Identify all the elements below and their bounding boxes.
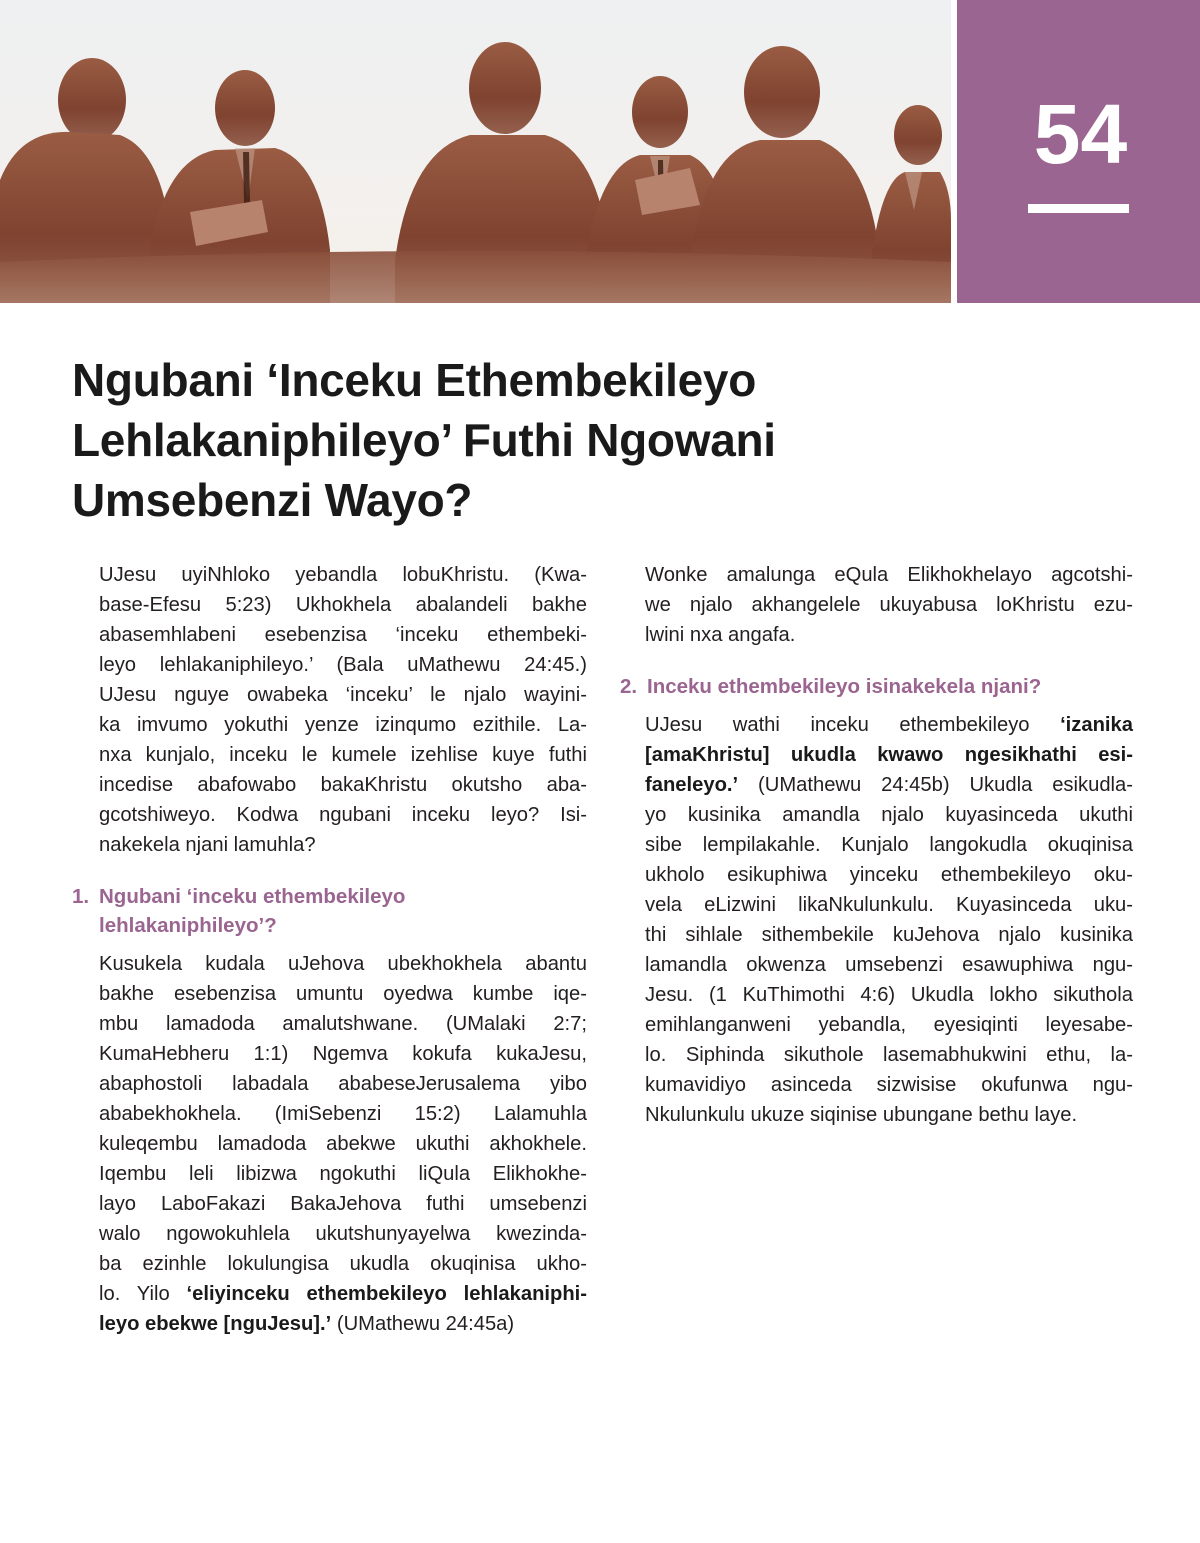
lesson-number-underline bbox=[1028, 204, 1129, 213]
text-line: emihlanganweni yebandla, eyesiqinti leyesabe- bbox=[645, 1014, 1133, 1036]
text-line: Iqembu leli libizwa ngokuthi liQula Elikhokhe- bbox=[99, 1163, 587, 1185]
text-run: (UMathewu 24:45b) Ukudla esikudla- bbox=[738, 774, 1133, 796]
section-number: 1. bbox=[72, 885, 90, 908]
text-line: kuleqembu lamadoda abekwe ukuthi akhokhele. bbox=[99, 1133, 587, 1155]
text-line: Wonke amalunga eQula Elikhokhelayo agcotshi- bbox=[645, 564, 1133, 586]
text-line bbox=[645, 710, 1133, 740]
text-line: yo kusinika amandla njalo kuyasinceda ukuthi bbox=[645, 804, 1133, 826]
bold-quote: [amaKhristu] ukudla kwawo ngesikhathi esi- bbox=[645, 744, 1133, 766]
text-line: ababekhokhela. (ImiSebenzi 15:2) Lalamuhla bbox=[99, 1103, 587, 1125]
text-line bbox=[99, 1279, 587, 1309]
text-line: kumavidiyo asinceda sizwisise okufunwa ngu- bbox=[645, 1074, 1133, 1096]
text-run: lo. Yilo bbox=[99, 1283, 187, 1305]
header-banner-image bbox=[0, 0, 951, 303]
text-line: bakhe esebenzisa umuntu oyedwa kumbe iqe- bbox=[99, 983, 587, 1005]
bold-quote: faneleyo.’ bbox=[645, 774, 739, 796]
section-1-paragraph-continued bbox=[620, 560, 1133, 650]
heading-line: Ngubani ‘inceku ethembekileyo bbox=[99, 885, 406, 908]
text-line: UJesu nguye owabeka ‘inceku’ le njalo wayini- bbox=[99, 684, 587, 706]
text-line: mbu lamadoda amalutshwane. (UMalaki 2:7; bbox=[99, 1013, 587, 1035]
text-line: abasemhlabeni esebenzisa ‘inceku ethembeki- bbox=[99, 624, 587, 646]
page-title-line: Ngubani ‘Inceku Ethembekileyo bbox=[72, 354, 757, 406]
section-2-paragraph bbox=[620, 710, 1133, 1130]
text-line: incedise abafowabo bakaKhristu okutsho aba- bbox=[99, 774, 587, 796]
text-line: abaphostoli labadala ababeseJerusalema yibo bbox=[99, 1073, 587, 1095]
page-title-line: Umsebenzi Wayo? bbox=[72, 474, 473, 526]
text-line: base-Efesu 5:23) Ukhokhela abalandeli bakhe bbox=[99, 594, 587, 616]
lesson-number-box bbox=[957, 0, 1200, 303]
text-line: leyo lehlakaniphileyo.’ (Bala uMathewu 24:45.) bbox=[99, 654, 587, 676]
text-line: ukholo esikuphiwa yinceku ethembekileyo oku- bbox=[645, 864, 1133, 886]
text-line bbox=[99, 1309, 587, 1339]
text-line: nxa kunjalo, inceku le kumele izehlise kuye futhi bbox=[99, 744, 587, 766]
meeting-silhouettes-illustration bbox=[0, 0, 951, 303]
text-line: nakekela njani lamuhla? bbox=[99, 834, 316, 856]
text-line: lwini nxa angafa. bbox=[645, 624, 796, 646]
text-line: KumaHebheru 1:1) Ngemva kokufa kukaJesu, bbox=[99, 1043, 587, 1065]
text-line: layo LaboFakazi BakaJehova futhi umsebenzi bbox=[99, 1193, 587, 1215]
right-column bbox=[620, 560, 1133, 1130]
text-line: lamandla okwenza umsebenzi esawuphiwa ngu- bbox=[645, 954, 1133, 976]
text-line: UJesu uyiNhloko yebandla lobuKhristu. (Kwa- bbox=[99, 564, 587, 586]
text-run: UJesu wathi inceku ethembekileyo bbox=[645, 714, 1061, 736]
text-line: thi sihlale sithembekile kuJehova njalo kusinika bbox=[645, 924, 1133, 946]
page-title-line: Lehlakaniphileyo’ Futhi Ngowani bbox=[72, 414, 776, 466]
heading-line: lehlakaniphileyo’? bbox=[99, 914, 277, 937]
text-line: ka imvumo yokuthi yenze izinqumo ezithile. La- bbox=[99, 714, 587, 736]
intro-paragraph bbox=[72, 560, 587, 860]
left-column bbox=[72, 560, 587, 1339]
section-2-heading bbox=[620, 672, 1133, 701]
text-line: vela eLizwini likaNkulunkulu. Kuyasinceda uku- bbox=[645, 894, 1133, 916]
bold-quote: ‘izanika bbox=[1060, 714, 1133, 736]
text-line: walo ngowokuhlela ukutshunyayelwa kwezinda- bbox=[99, 1223, 587, 1245]
text-line: Nkulunkulu ukuze siqinise ubungane bethu laye. bbox=[645, 1104, 1078, 1126]
section-1-paragraph bbox=[72, 949, 587, 1339]
heading-line: Inceku ethembekileyo isinakekela njani? bbox=[647, 675, 1042, 698]
text-line: gcotshiweyo. Kodwa ngubani inceku leyo? Isi- bbox=[99, 804, 587, 826]
text-line: lo. Siphinda sikuthole lasemabhukwini ethu, la- bbox=[645, 1044, 1133, 1066]
lesson-number: 54 bbox=[1033, 87, 1128, 181]
page-title bbox=[72, 350, 972, 530]
section-1-heading bbox=[72, 882, 587, 940]
bold-quote: leyo ebekwe [nguJesu].’ bbox=[99, 1313, 332, 1335]
scripture-reference: (UMathewu 24:45a) bbox=[331, 1313, 515, 1335]
text-line: sibe lempilakahle. Kunjalo langokudla okuqinisa bbox=[645, 834, 1133, 856]
text-line: ba ezinhle lokulungisa ukudla okuqinisa ukho- bbox=[99, 1253, 587, 1275]
text-line: Jesu. (1 KuThimothi 4:6) Ukudla lokho sikuthola bbox=[645, 984, 1133, 1006]
section-number: 2. bbox=[620, 675, 638, 698]
text-line: we njalo akhangelele ukuyabusa loKhristu ezu- bbox=[645, 594, 1133, 616]
text-line: Kusukela kudala uJehova ubekhokhela abantu bbox=[99, 953, 587, 975]
text-line bbox=[645, 770, 1133, 800]
bold-quote: ‘eliyinceku ethembekileyo lehlakaniphi- bbox=[186, 1283, 587, 1305]
text-line bbox=[645, 740, 1133, 770]
